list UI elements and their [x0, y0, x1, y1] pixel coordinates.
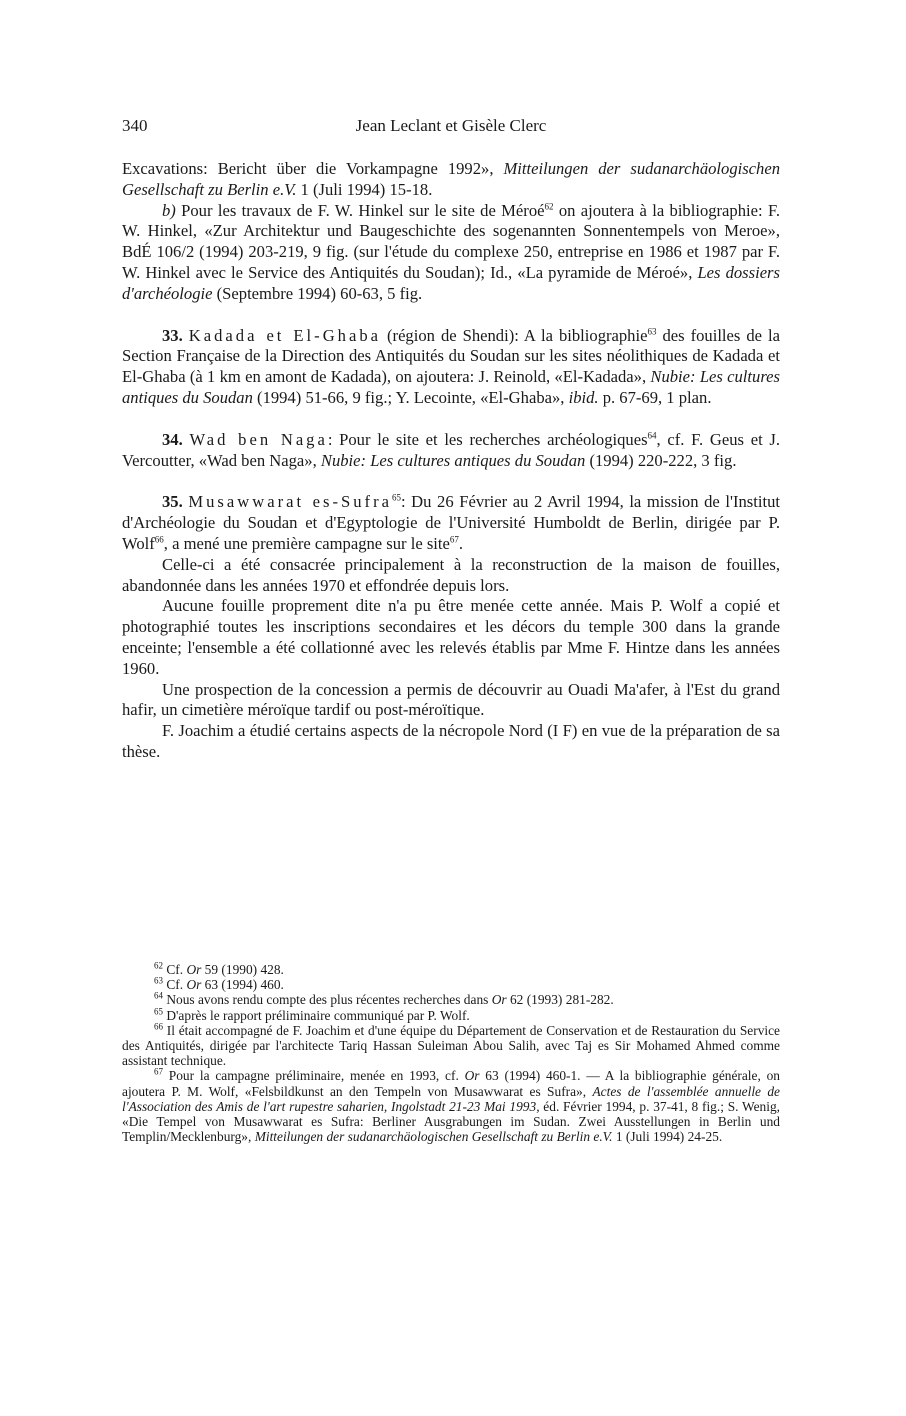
paragraph-intro — [122, 159, 780, 201]
text-run: Excavations: Bericht über die Vorkampagne 1992», — [122, 159, 504, 178]
section-33 — [122, 326, 780, 409]
section-gap — [122, 471, 780, 492]
section-gap — [122, 409, 780, 430]
paragraph: Aucune fouille proprement dite n'a pu être menée cette année. Mais P. Wolf a copié et photographié toutes les inscriptions secondaires et les décors du temple 300 dans la grande enceinte; l'ensemble a été collationné avec les relevés établis par Mme F. Hintze dans les années 1960. — [122, 596, 780, 678]
footnote-ref[interactable]: 63 — [647, 326, 657, 337]
footnote-ref[interactable]: 67 — [449, 534, 459, 545]
site-name: Wad ben Naga — [189, 429, 328, 449]
page — [122, 110, 780, 763]
footnote-66 — [122, 1023, 780, 1069]
footnote-65 — [122, 1008, 780, 1023]
text-run: 59 (1990) 428. — [201, 962, 284, 977]
text-run: (1994) 51-66, 9 fig.; Y. Lecointe, «El-Ghaba», — [252, 387, 569, 407]
footnote-number: 65 — [154, 1006, 163, 1017]
text-run: Il était accompagné de F. Joachim et d'une équipe du Département de Conservation et de Restauration du Service des Antiquités, dirigée par l'architecte Tariq Hassan Suleiman Abou Salih, avec Taj es Sir Mohamed Ahmed comme assistant technique. — [122, 1022, 780, 1069]
text-run: : Du 26 Février au 2 Avril 1994, la mission de l'Institut d'Archéologie du Soudan et d'Egyptologie de l'Université Humboldt de Berlin, dirigée par P. Wolf — [122, 492, 781, 553]
paragraph: F. Joachim a étudié certains aspects de la nécropole Nord (I F) en vue de la préparation de sa thèse. — [122, 721, 780, 761]
footnote-number: 64 — [154, 990, 163, 1001]
text-run: , cf. F. Geus et J. Vercoutter, «Wad ben Naga», — [122, 429, 780, 470]
footnote-63 — [122, 977, 780, 992]
text-run: D'après le rapport préliminaire communiqué par P. Wolf. — [163, 1007, 470, 1023]
italic-ref: ibid. — [568, 387, 599, 407]
text-run: éd. Février 1994, p. 37-41, 8 fig.; S. Wenig, «Die Tempel von Musawwarat es Sufra: Berliner Ausgrabungen im Sudan. Zwei Ausstellungen in Berlin und Templin/Mecklenburg», — [122, 1098, 780, 1145]
footnote-ref[interactable]: 66 — [154, 534, 164, 545]
footnote-number: 67 — [154, 1066, 163, 1077]
section-number: 34. — [162, 429, 183, 449]
site-name: Musawwarat es-Sufra — [188, 492, 392, 512]
text-run: Cf. — [163, 977, 187, 993]
footnote-ref[interactable]: 64 — [647, 430, 657, 441]
footnote-67 — [122, 1068, 780, 1144]
italic-ref: Or — [186, 977, 202, 993]
text-run: des fouilles de la Section Française de la Direction des Antiquités du Soudan sur les sites néolithiques de Kadada et El-Ghaba (à 1 km en amont de Kadada), on ajoutera: J. Reinold, «El-Kadada», — [122, 325, 781, 387]
text-run: Pour les travaux de F. W. Hinkel sur le site de Méroé — [175, 200, 545, 220]
paragraph: Une prospection de la concession a permis de découvrir au Ouadi Ma'afer, à l'Est du grand hafir, un cimetière méroïque tardif ou post-méroïtique. — [122, 679, 780, 720]
text-run: p. 67-69, 1 plan. — [598, 387, 712, 407]
italic-title: Mitteilungen der sudanarchäologischen Gesellschaft zu Berlin e.V. — [122, 159, 781, 199]
text-run: (région de Shendi): A la bibliographie — [381, 325, 648, 345]
italic-ref: Or — [186, 962, 202, 977]
section-34 — [122, 430, 780, 472]
text-run: Nous avons rendu compte des plus récentes recherches dans — [163, 992, 492, 1008]
text-run: 63 (1994) 460. — [201, 977, 284, 993]
item-label: b) — [162, 200, 176, 220]
paragraph: Celle-ci a été consacrée principalement à la reconstruction de la maison de fouilles, abandonnée dans les années 1970 et effondrée depuis lors. — [122, 554, 780, 595]
page-number: 340 — [122, 116, 148, 135]
text-run: 1 (Juli 1994) 24-25. — [612, 1129, 723, 1145]
text-run: on ajoutera à la bibliographie: F. W. Hinkel, «Zur Architektur und Baugeschichte des sogenannten Sonnentempels von Meroe», BdÉ 106/2 (1994) 203-219, 9 fig. (sur l'étude du complexe 250, entreprise en 1986 et 1987 par F. W. Hinkel avec le Service des Antiquités du Soudan); Id., «La pyramide de Méroé», — [122, 200, 780, 282]
text-run: 62 (1993) 281-282. — [506, 992, 614, 1008]
text-run: : Pour le site et les recherches archéologiques — [327, 429, 648, 449]
paragraph-b — [122, 201, 780, 305]
italic-ref: Or — [491, 992, 507, 1008]
footnote-number: 63 — [154, 975, 163, 986]
italic-title: Les dossiers d'archéologie — [122, 262, 780, 303]
footnote-62 — [122, 962, 780, 977]
footnote-ref[interactable]: 62 — [544, 201, 554, 212]
footnote-64 — [122, 992, 780, 1007]
section-number: 35. — [162, 492, 183, 512]
italic-ref: Or — [464, 1068, 480, 1084]
italic-title: Actes de l'assemblée annuelle de l'Association des Amis de l'art rupestre saharien, Ingolstadt 21-23 Mai 1993, — [122, 1083, 780, 1114]
page-header — [122, 110, 780, 140]
footnote-number: 62 — [154, 960, 163, 971]
italic-title: Nubie: Les cultures antiques du Soudan — [122, 367, 780, 407]
footnote-ref[interactable]: 65 — [391, 492, 401, 503]
italic-title: Nubie: Les cultures antiques du Soudan — [320, 450, 586, 470]
section-gap — [122, 305, 780, 326]
text-run: 1 (Juli 1994) 15-18. — [296, 179, 433, 199]
text-run: (Septembre 1994) 60-63, 5 fig. — [212, 283, 423, 303]
section-35 — [122, 492, 780, 554]
footnote-number: 66 — [154, 1021, 163, 1032]
text-run: 63 (1994) 460-1. — A la bibliographie générale, on ajoutera P. M. Wolf, «Felsbildkunst an den Tempeln von Musawwarat es Sufra», — [122, 1068, 780, 1099]
text-run: Cf. — [163, 962, 187, 977]
running-title: Jean Leclant et Gisèle Clerc — [355, 116, 547, 135]
italic-title: Mitteilungen der sudanarchäologischen Gesellschaft zu Berlin e.V. — [254, 1129, 613, 1145]
text-run: (1994) 220-222, 3 fig. — [585, 450, 737, 470]
text-run: . — [458, 533, 464, 553]
text-run: Pour la campagne préliminaire, menée en 1993, cf. — [163, 1068, 465, 1084]
body-text — [122, 159, 780, 763]
footnotes — [122, 962, 780, 1144]
section-number: 33. — [162, 325, 183, 345]
text-run: , a mené une première campagne sur le site — [163, 533, 450, 553]
site-name: Kadada et El-Ghaba — [188, 325, 382, 345]
